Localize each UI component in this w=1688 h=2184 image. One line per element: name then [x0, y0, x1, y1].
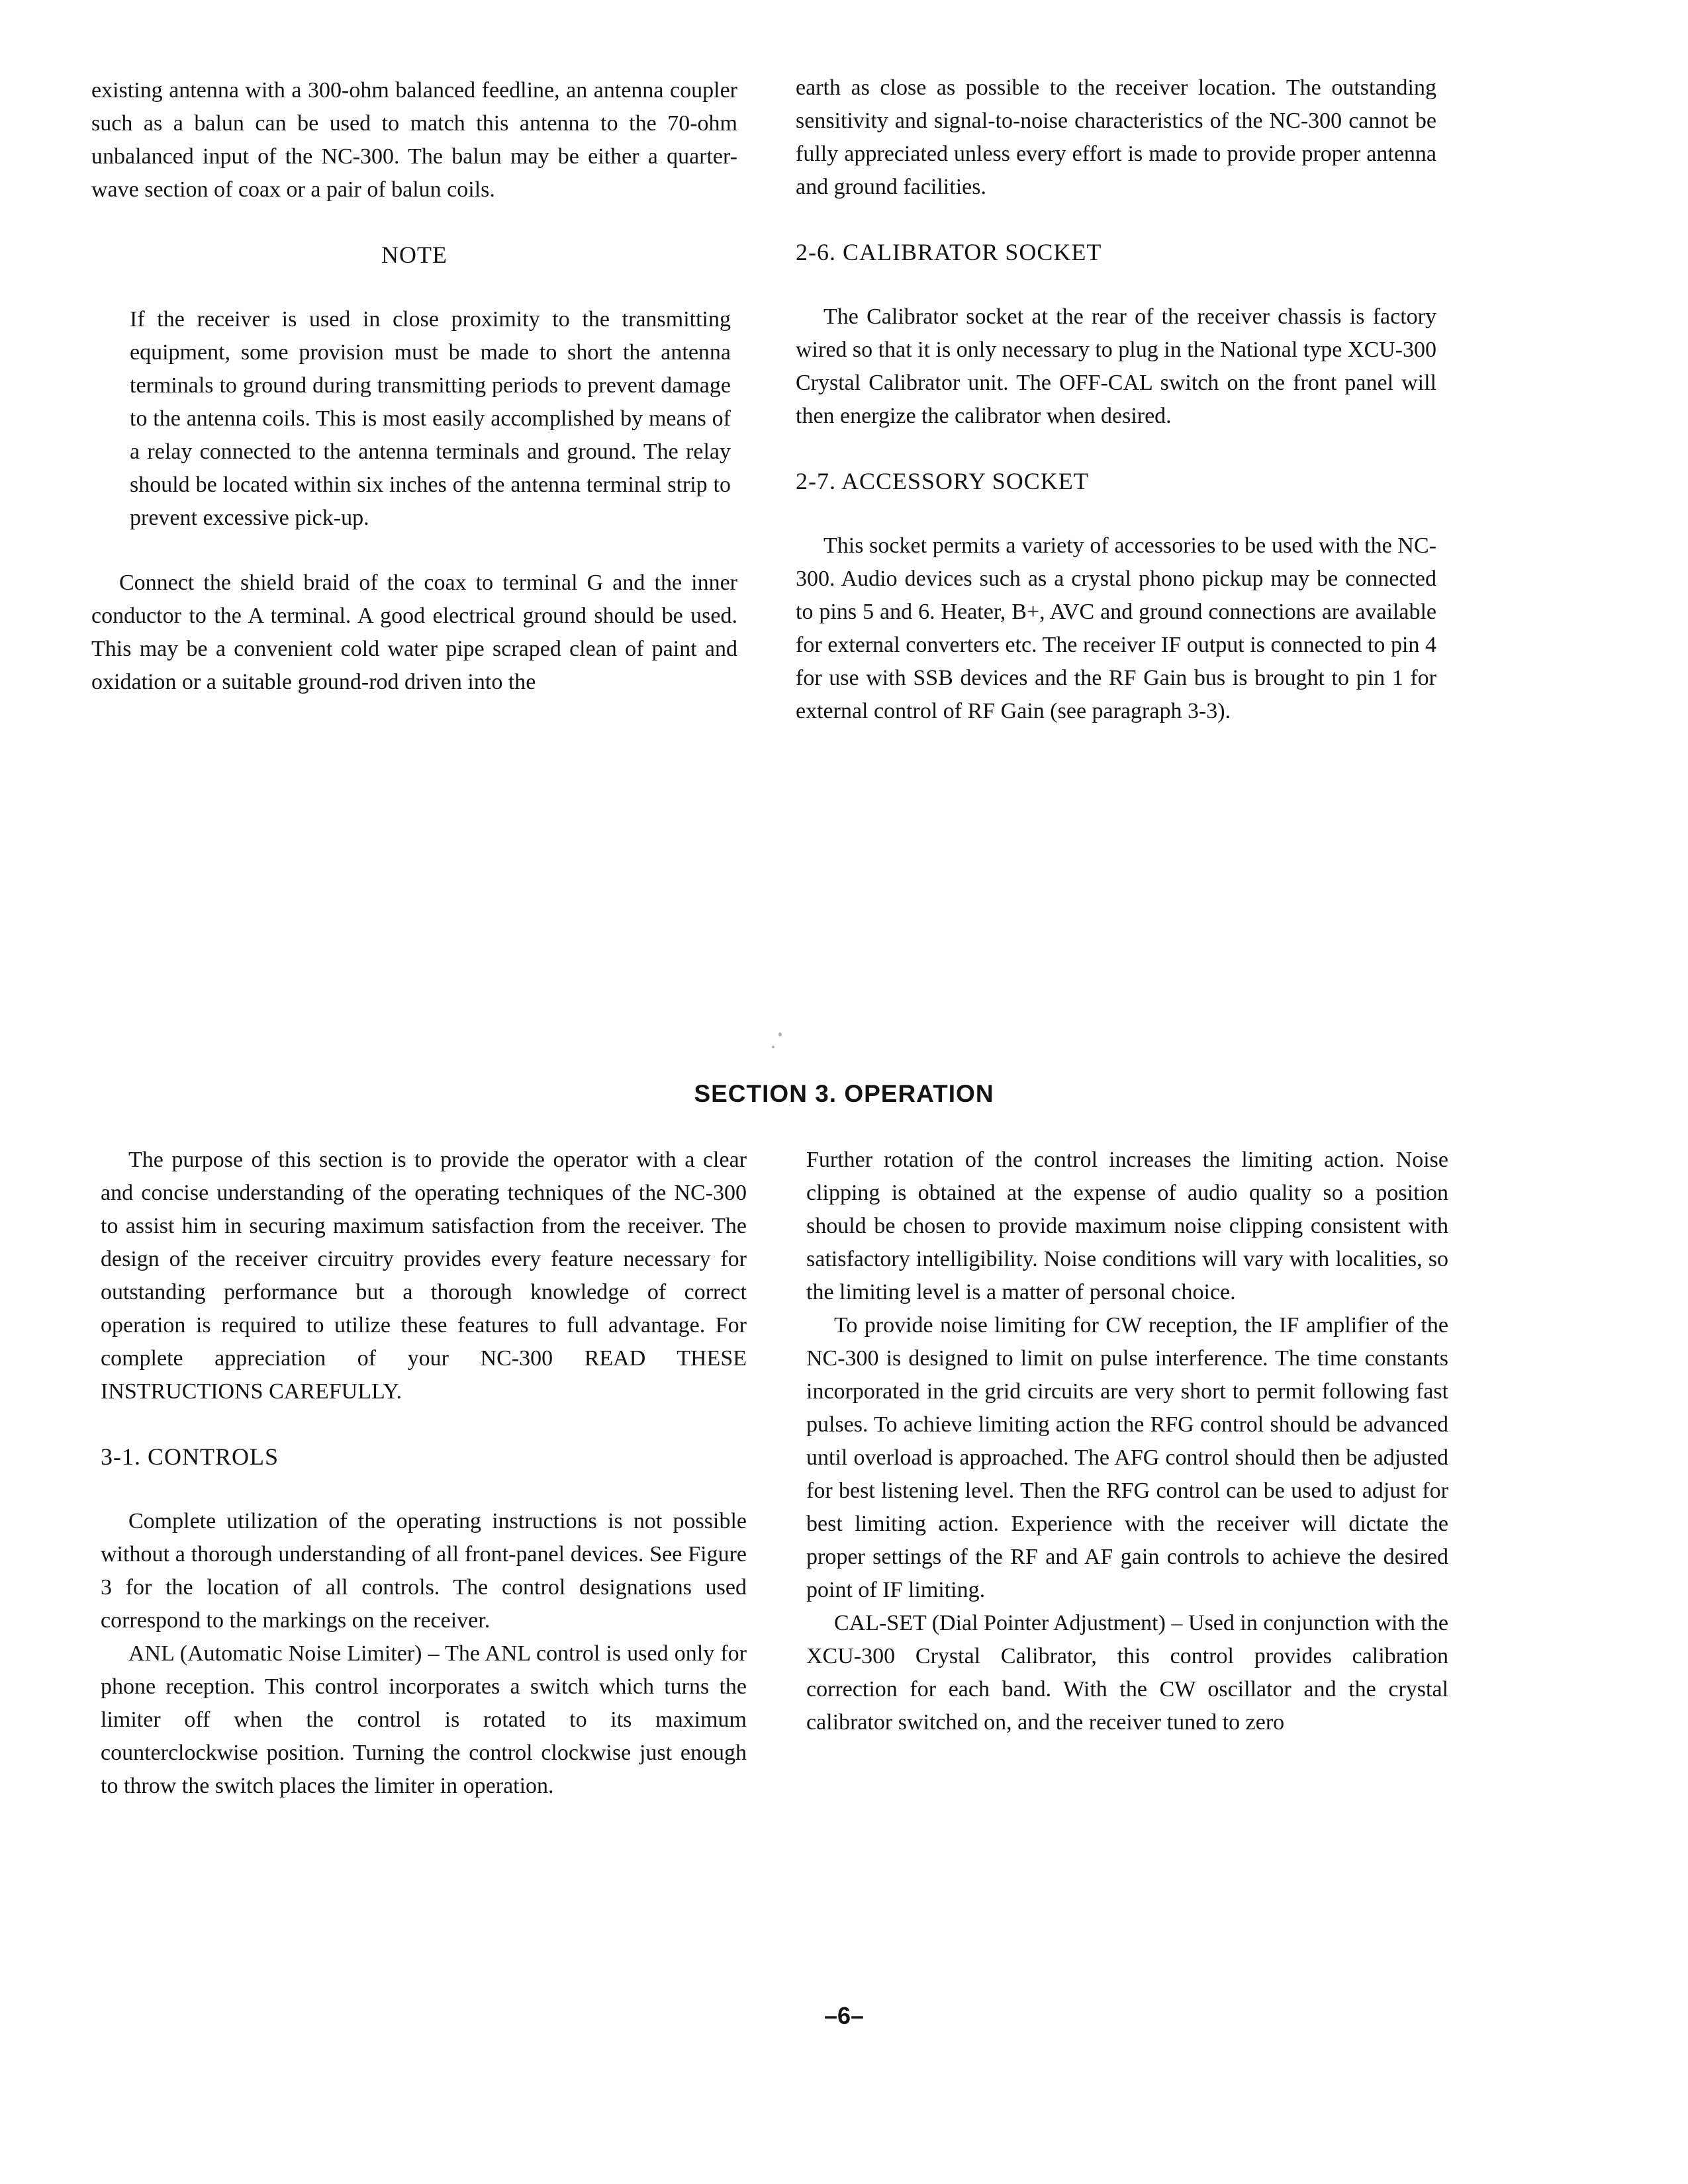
accessory-paragraph: This socket permits a variety of accessories to be used with the NC-300. Audio devices such as a crystal phono pickup may be connected to pins 5 and 6. Heater, B+, AVC and ground connections are available for external converters etc. The receiver IF output is connected to pin 4 for use with SSB devices and the RF Gain bus is brought to pin 1 for external control of RF Gain (see paragraph 3-3).	[796, 533, 1436, 723]
note-label: NOTE	[381, 242, 447, 268]
bottom-left-column	[101, 1144, 747, 1803]
further-rotation-paragraph: Further rotation of the control increases the limiting action. Noise clipping is obtained at the expense of audio quality so a position should be chosen to provide maximum noise clipping consistent with satisfactory intelligibility. Noise conditions will vary with localities, so the limiting level is a matter of personal choice.	[806, 1148, 1448, 1304]
heading-calibrator-socket: 2-6. CALIBRATOR SOCKET	[796, 239, 1102, 265]
note-text: If the receiver is used in close proximity to the transmitting equipment, some provision must be made to short the antenna terminals to ground during transmitting periods to prevent damage to the antenna coils. This is most easily accomplished by means of a relay connected to the antenna terminals and ground. The relay should be located within six inches of the antenna terminal strip to prevent excessive pick-up.	[130, 307, 731, 530]
controls-paragraph: Complete utilization of the operating instructions is not possible without a thorough understanding of all front-panel devices. See Figure 3 for the location of all controls. The control designations used correspond to the markings on the receiver.	[101, 1509, 747, 1633]
ground-paragraph: Connect the shield braid of the coax to terminal G and the inner conductor to the A terminal. A good electrical ground should be used. This may be a convenient cold water pipe scraped clean of paint and oxidation or a suitable ground-rod driven into the	[91, 570, 737, 694]
page-number: –6–	[823, 2002, 865, 2029]
heading-accessory-socket: 2-7. ACCESSORY SOCKET	[796, 468, 1089, 494]
cw-limiting-paragraph: To provide noise limiting for CW reception, the IF amplifier of the NC-300 is designed to limit on pulse interference. The time constants incorporated in the grid circuits are very short to permit following fast pulses. To achieve limiting action the RFG control should be advanced until overload is approached. The AFG control should then be adjusted for best listening level. Then the RFG control can be used to adjust for best limiting action. Experience with the receiver will dictate the proper settings of the RF and AF gain controls to achieve the desired point of IF limiting.	[806, 1313, 1448, 1602]
top-left-column	[91, 74, 737, 699]
continuation-paragraph: earth as close as possible to the receiver location. The outstanding sensitivity and signal-to-noise characteristics of the NC-300 cannot be fully appreciated unless every effort is made to provide proper antenna and ground facilities.	[796, 75, 1436, 199]
intro-paragraph: existing antenna with a 300-ohm balanced feedline, an antenna coupler such as a balun can be used to match this antenna to the 70-ohm unbalanced input of the NC-300. The balun may be either a quarter-wave section of coax or a pair of balun coils.	[91, 78, 737, 202]
purpose-paragraph: The purpose of this section is to provide the operator with a clear and concise understanding of the operating techniques of the NC-300 to assist him in securing maximum satisfaction from the receiver. The design of the receiver circuitry provides every feature necessary for outstanding performance but a thorough knowledge of correct operation is required to utilize these features to full advantage. For complete appreciation of your NC-300 READ THESE INSTRUCTIONS CAREFULLY.	[101, 1148, 747, 1404]
heading-controls: 3-1. CONTROLS	[101, 1443, 279, 1470]
scan-speck	[778, 1032, 782, 1036]
top-right-column	[796, 71, 1436, 728]
anl-paragraph: ANL (Automatic Noise Limiter) – The ANL control is used only for phone reception. This control incorporates a switch which turns the limiter off when the control is rotated to its maximum counterclockwise position. Turning the control clockwise just enough to throw the switch places the limiter in operation.	[101, 1641, 747, 1798]
bottom-right-column	[806, 1144, 1448, 1739]
section-title: SECTION 3. OPERATION	[694, 1080, 994, 1107]
calibrator-paragraph: The Calibrator socket at the rear of the receiver chassis is factory wired so that it is only necessary to plug in the National type XCU-300 Crystal Calibrator unit. The OFF-CAL switch on the front panel will then energize the calibrator when desired.	[796, 304, 1436, 428]
scan-speck	[772, 1046, 774, 1048]
cal-set-paragraph: CAL-SET (Dial Pointer Adjustment) – Used in conjunction with the XCU-300 Crystal Calibrator, this control provides calibration correction for each band. With the CW oscillator and the crystal calibrator switched on, and the receiver tuned to zero	[806, 1611, 1448, 1735]
